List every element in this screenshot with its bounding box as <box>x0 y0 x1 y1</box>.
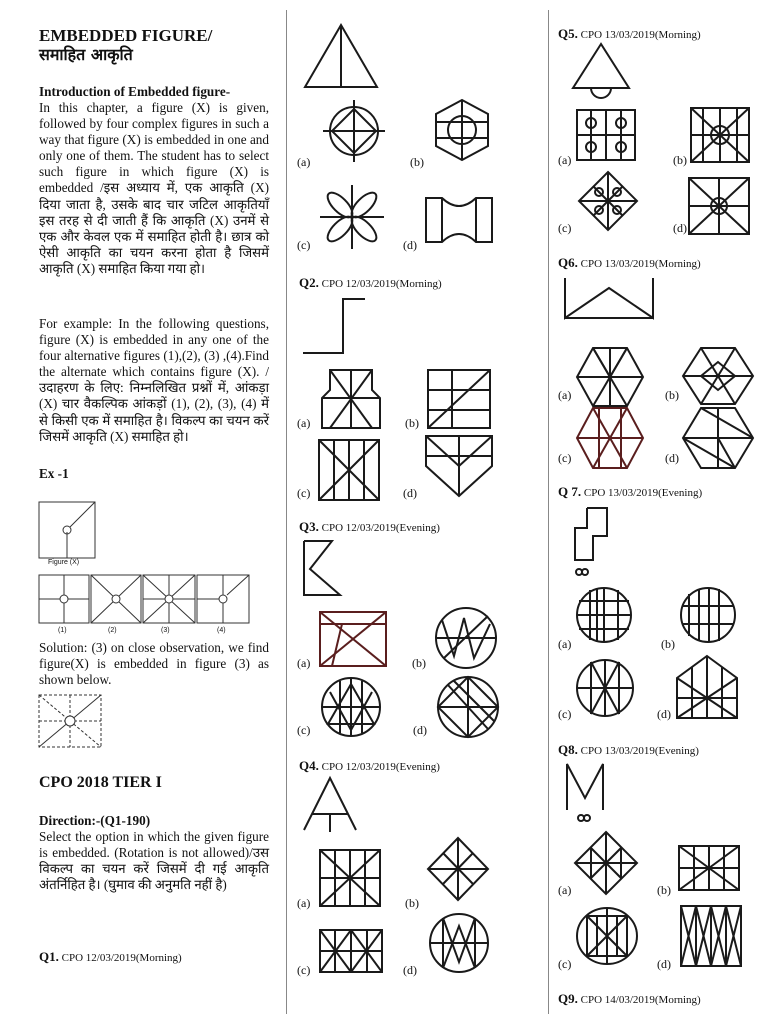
q4-option-b-label[interactable]: (b) <box>405 896 419 910</box>
q7-question-figure <box>573 506 611 576</box>
q1-question-figure <box>305 25 377 89</box>
q6-option-b[interactable] <box>683 348 753 404</box>
q4-option-a-label[interactable]: (a) <box>297 896 311 910</box>
option-label-3: (3) <box>161 627 170 634</box>
q5-option-b[interactable] <box>691 108 749 162</box>
q7-option-a-label[interactable]: (a) <box>558 637 572 651</box>
q6-option-c[interactable] <box>577 408 643 468</box>
q8-option-b-label[interactable]: (b) <box>657 883 671 897</box>
q5-option-d-label[interactable]: (d) <box>673 221 687 235</box>
q6-option-d-label[interactable]: (d) <box>665 451 679 465</box>
q7-option-c-label[interactable]: (c) <box>558 707 572 721</box>
q2-option-a[interactable] <box>322 370 380 428</box>
q8-option-c-label[interactable]: (c) <box>558 957 572 971</box>
q2-option-b-label[interactable]: (b) <box>405 416 419 430</box>
q1-heading: Q1. CPO 12/03/2019(Morning) <box>39 949 182 964</box>
direction-text: Select the option in which the given figure is embedded. (Rotation is not allowed)/उस विकल्प का चयन करें जिसमें दी गई आकृति अंतर्निहित है। (घुमाव की अनुमति नहीं है) <box>39 829 269 893</box>
q1-option-c-label[interactable]: (c) <box>297 238 311 252</box>
q7-option-d[interactable] <box>677 656 737 718</box>
q3-option-a[interactable] <box>320 612 386 666</box>
solution-figure <box>39 695 101 747</box>
q1-option-d-label[interactable]: (d) <box>403 238 417 252</box>
q4-option-d[interactable] <box>428 912 490 974</box>
q7-option-b-label[interactable]: (b) <box>661 637 675 651</box>
q7-heading: Q 7. CPO 13/03/2019(Evening) <box>558 484 703 499</box>
title-hi: समाहित आकृति <box>39 45 133 64</box>
section-title: CPO 2018 TIER I <box>39 774 162 791</box>
q5-heading: Q5. CPO 13/03/2019(Morning) <box>558 26 701 41</box>
q3-option-c-label[interactable]: (c) <box>297 723 311 737</box>
figure-x <box>39 502 95 558</box>
q6-option-c-label[interactable]: (c) <box>558 451 572 465</box>
q2-option-a-label[interactable]: (a) <box>297 416 311 430</box>
q7-option-b[interactable] <box>679 586 737 644</box>
q5-option-c-label[interactable]: (c) <box>558 221 572 235</box>
q6-heading: Q6. CPO 13/03/2019(Morning) <box>558 255 701 270</box>
direction-label: Direction:-(Q1-190) <box>39 813 151 828</box>
q2-option-c-label[interactable]: (c) <box>297 486 311 500</box>
q4-option-a[interactable] <box>320 850 380 906</box>
q8-option-a-label[interactable]: (a) <box>558 883 572 897</box>
q4-option-b[interactable] <box>428 838 488 900</box>
q6-option-a[interactable] <box>577 348 643 406</box>
q4-option-c-label[interactable]: (c) <box>297 963 311 977</box>
q3-option-d[interactable] <box>436 675 500 739</box>
q5-option-b-label[interactable]: (b) <box>673 153 687 167</box>
q1-option-d[interactable] <box>426 192 492 248</box>
q3-question-figure <box>302 541 342 597</box>
q6-option-d[interactable] <box>683 408 753 468</box>
q9-heading: Q9. CPO 14/03/2019(Morning) <box>558 991 701 1006</box>
solution-text: Solution: (3) on close observation, we find figure(X) is embedded in figure (3) as shown below. <box>39 640 269 688</box>
q5-option-c[interactable] <box>579 172 637 230</box>
q1-option-a[interactable] <box>323 100 385 162</box>
q4-option-c[interactable] <box>320 930 382 972</box>
q1-option-b[interactable] <box>434 100 490 160</box>
q1-option-c[interactable] <box>320 185 384 249</box>
q2-heading: Q2. CPO 12/03/2019(Morning) <box>299 275 442 290</box>
q6-question-figure <box>563 276 655 320</box>
option-label-2: (2) <box>108 627 117 634</box>
q7-option-c[interactable] <box>575 658 635 718</box>
q2-option-d[interactable] <box>426 436 492 496</box>
q2-question-figure <box>303 297 365 355</box>
q4-question-figure <box>304 778 356 832</box>
example-options <box>39 575 251 625</box>
q5-option-a-label[interactable]: (a) <box>558 153 572 167</box>
q1-option-a-label[interactable]: (a) <box>297 155 311 169</box>
q1-option-b-label[interactable]: (b) <box>410 155 424 169</box>
q4-option-d-label[interactable]: (d) <box>403 963 417 977</box>
q8-question-figure <box>565 762 605 824</box>
q5-option-d[interactable] <box>689 178 749 234</box>
q3-option-b-label[interactable]: (b) <box>412 656 426 670</box>
q5-option-a[interactable] <box>577 110 635 160</box>
ex-label: Ex -1 <box>39 466 69 481</box>
middle-column <box>286 0 548 1024</box>
q2-option-b[interactable] <box>428 370 490 428</box>
q8-option-c[interactable] <box>575 906 639 966</box>
q3-option-d-label[interactable]: (d) <box>413 723 427 737</box>
intro-heading: Introduction of Embedded figure- <box>39 84 231 99</box>
q8-option-b[interactable] <box>679 846 739 890</box>
q3-heading: Q3. CPO 12/03/2019(Evening) <box>299 519 440 534</box>
q3-option-a-label[interactable]: (a) <box>297 656 311 670</box>
q2-option-c[interactable] <box>319 440 379 500</box>
q8-option-d-label[interactable]: (d) <box>657 957 671 971</box>
q7-option-a[interactable] <box>575 586 633 644</box>
q3-option-b[interactable] <box>434 606 498 670</box>
q6-option-b-label[interactable]: (b) <box>665 388 679 402</box>
q2-option-d-label[interactable]: (d) <box>403 486 417 500</box>
q8-option-a[interactable] <box>575 832 637 894</box>
q3-option-c[interactable] <box>320 676 382 738</box>
q5-question-figure <box>573 44 629 102</box>
option-label-4: (4) <box>217 627 226 634</box>
example-paragraph: For example: In the following questions, figure (X) is embedded in any one of the four alternative figures (1),(2), (3) ,(4).Find the alternate which contains figure (X). /उदाहरण के लिए: निम्नलिखित प्रश्नों में, आंकड़ा (X) चार वैकल्पिक आंकड़ों (1), (2), (3), (4) में से किसी एक में समाहित है। विकल्प का चयन करें जिसमें आकृति (X) समाहित हो। <box>39 316 269 444</box>
q4-heading: Q4. CPO 12/03/2019(Evening) <box>299 758 440 773</box>
intro-paragraph: In this chapter, a figure (X) is given, followed by four complex figures in such a way that figure (X) is embedded in one and only one of them. The student has to select such figure in which figure (X) is embedded /इस अध्याय में, एक आकृति (X) दिया जाता है, उसके बाद चार जटिल आकृतियाँ इस तरह से दी जाती हैं कि आकृति (X) उनमें से एक और केवल एक में समाहित होती है। छात्र को ऐसी आकृति का चयन करना होता है जिसमें आकृति (X) समाहित किया गया हो। <box>39 100 269 276</box>
q7-option-d-label[interactable]: (d) <box>657 707 671 721</box>
option-label-1: (1) <box>58 627 67 634</box>
figure-x-label: Figure (X) <box>48 559 80 566</box>
q8-heading: Q8. CPO 13/03/2019(Evening) <box>558 742 699 757</box>
title-en: EMBEDDED FIGURE/ <box>39 26 213 45</box>
right-column <box>549 0 768 1024</box>
q6-option-a-label[interactable]: (a) <box>558 388 572 402</box>
left-column <box>0 0 285 1024</box>
q8-option-d[interactable] <box>681 906 741 966</box>
